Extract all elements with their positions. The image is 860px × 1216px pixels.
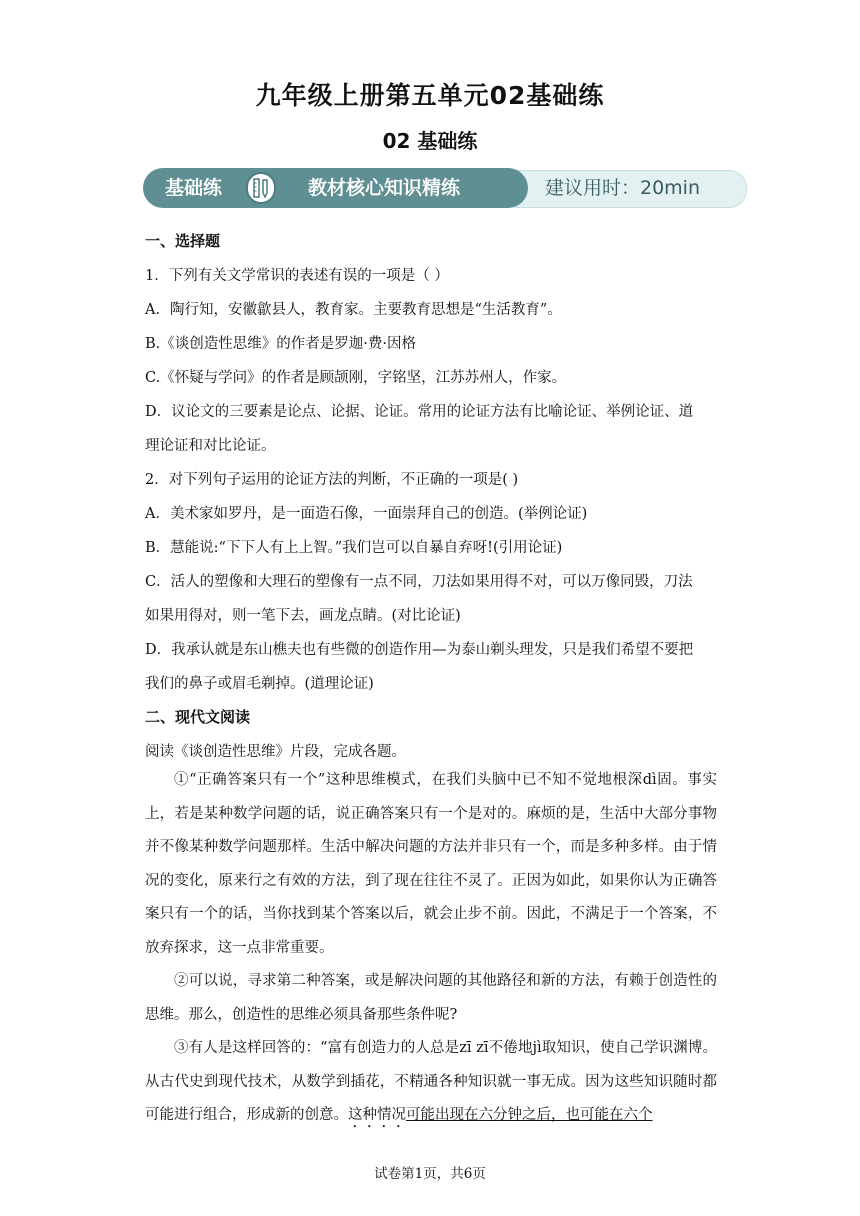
q2-option-c-line2: 如果用得对，则一笔下去，画龙点睛。(对比论证) xyxy=(145,608,461,624)
reading-intro: 阅读《谈创造性思维》片段，完成各题。 xyxy=(145,744,406,760)
q2-option-c-line1: C．活人的塑像和大理石的塑像有一点不同，刀法如果用得不对，可以万像同毁，刀法 xyxy=(145,574,693,590)
page-title: 九年级上册第五单元02基础练 xyxy=(255,81,605,110)
q2-option-b: B．慧能说:“下下人有上上智。”我们岂可以自暴自弃呀!(引用论证) xyxy=(145,540,563,556)
banner-center-label: 教材核心知识精练 xyxy=(308,177,461,199)
q1-option-a: A．陶行知，安徽歙县人，教育家。主要教育思想是“生活教育”。 xyxy=(145,302,562,318)
passage-paragraph-1: ①“正确答案只有一个”这种思维模式，在我们头脑中已不知不觉地根深dì固。事实上，若是某种数学问题的话，说正确答案只有一个是对的。麻烦的是，生活中大部分事物并不像某种数学问题那样。生活中解决问题的方法并非只有一个，而是多种多样。由于情况的变化，原来行之有效的方法，到了现在往往不灵了。正因为如此，如果你认为正确答案只有一个的话，当你找到某个答案以后，就会止步不前。因此，不满足于一个答案，不放弃探求，这一点非常重要。 xyxy=(145,772,717,956)
ruler-pen-icon xyxy=(246,172,276,204)
passage-paragraph-3-text: ③有人是这样回答的：“富有创造力的人总是zī zī不倦地jì取知识，使自己学识渊博。从古代史到现代技术，从数学到插花，不精通各种知识就一事无成。因为这些知识随时都可能进行组合，形成新的创意。 xyxy=(145,1040,717,1123)
section-heading-choice: 一、选择题 xyxy=(145,232,221,250)
passage-paragraph-3 xyxy=(145,1032,717,1133)
q1-option-c: C.《怀疑与学问》的作者是顾颉刚，字铭坚，江苏苏州人，作家。 xyxy=(145,370,567,386)
emphasized-phrase: 这种情况 xyxy=(348,1107,406,1123)
q1-option-d-line2: 理论证和对比论证。 xyxy=(145,438,276,454)
banner-time-label: 建议用时：20min xyxy=(545,177,701,199)
q2-option-d-line2: 我们的鼻子或眉毛剃掉。(道理论证) xyxy=(145,676,374,692)
q1-option-d-line1: D．议论文的三要素是论点、论据、论证。常用的论证方法有比喻论证、举例论证、道 xyxy=(145,404,694,420)
reading-passage xyxy=(145,764,717,1133)
q1-option-b: B.《谈创造性思维》的作者是罗迦·费·因格 xyxy=(145,336,416,352)
page-footer: 试卷第1页，共6页 xyxy=(374,1166,486,1182)
section-heading-reading: 二、现代文阅读 xyxy=(145,708,251,726)
section-banner xyxy=(143,168,747,208)
q1-stem: 1．下列有关文学常识的表述有误的一项是（ ） xyxy=(145,268,449,284)
underlined-sentence: 可能出现在六分钟之后，也可能在六个 xyxy=(406,1107,653,1123)
page-subtitle: 02 基础练 xyxy=(382,129,478,153)
q2-stem: 2．对下列句子运用的论证方法的判断，不正确的一项是( ) xyxy=(145,472,519,488)
q2-option-a: A．美术家如罗丹，是一面造石像，一面崇拜自己的创造。(举例论证) xyxy=(145,506,588,522)
passage-paragraph-2: ②可以说，寻求第二种答案，或是解决问题的其他路径和新的方法，有赖于创造性的思维。那么，创造性的思维必须具备那些条件呢? xyxy=(145,973,717,1023)
banner-left-label: 基础练 xyxy=(165,177,223,199)
q2-option-d-line1: D．我承认就是东山樵夫也有些微的创造作用—为泰山剃头理发，只是我们希望不要把 xyxy=(145,642,694,658)
